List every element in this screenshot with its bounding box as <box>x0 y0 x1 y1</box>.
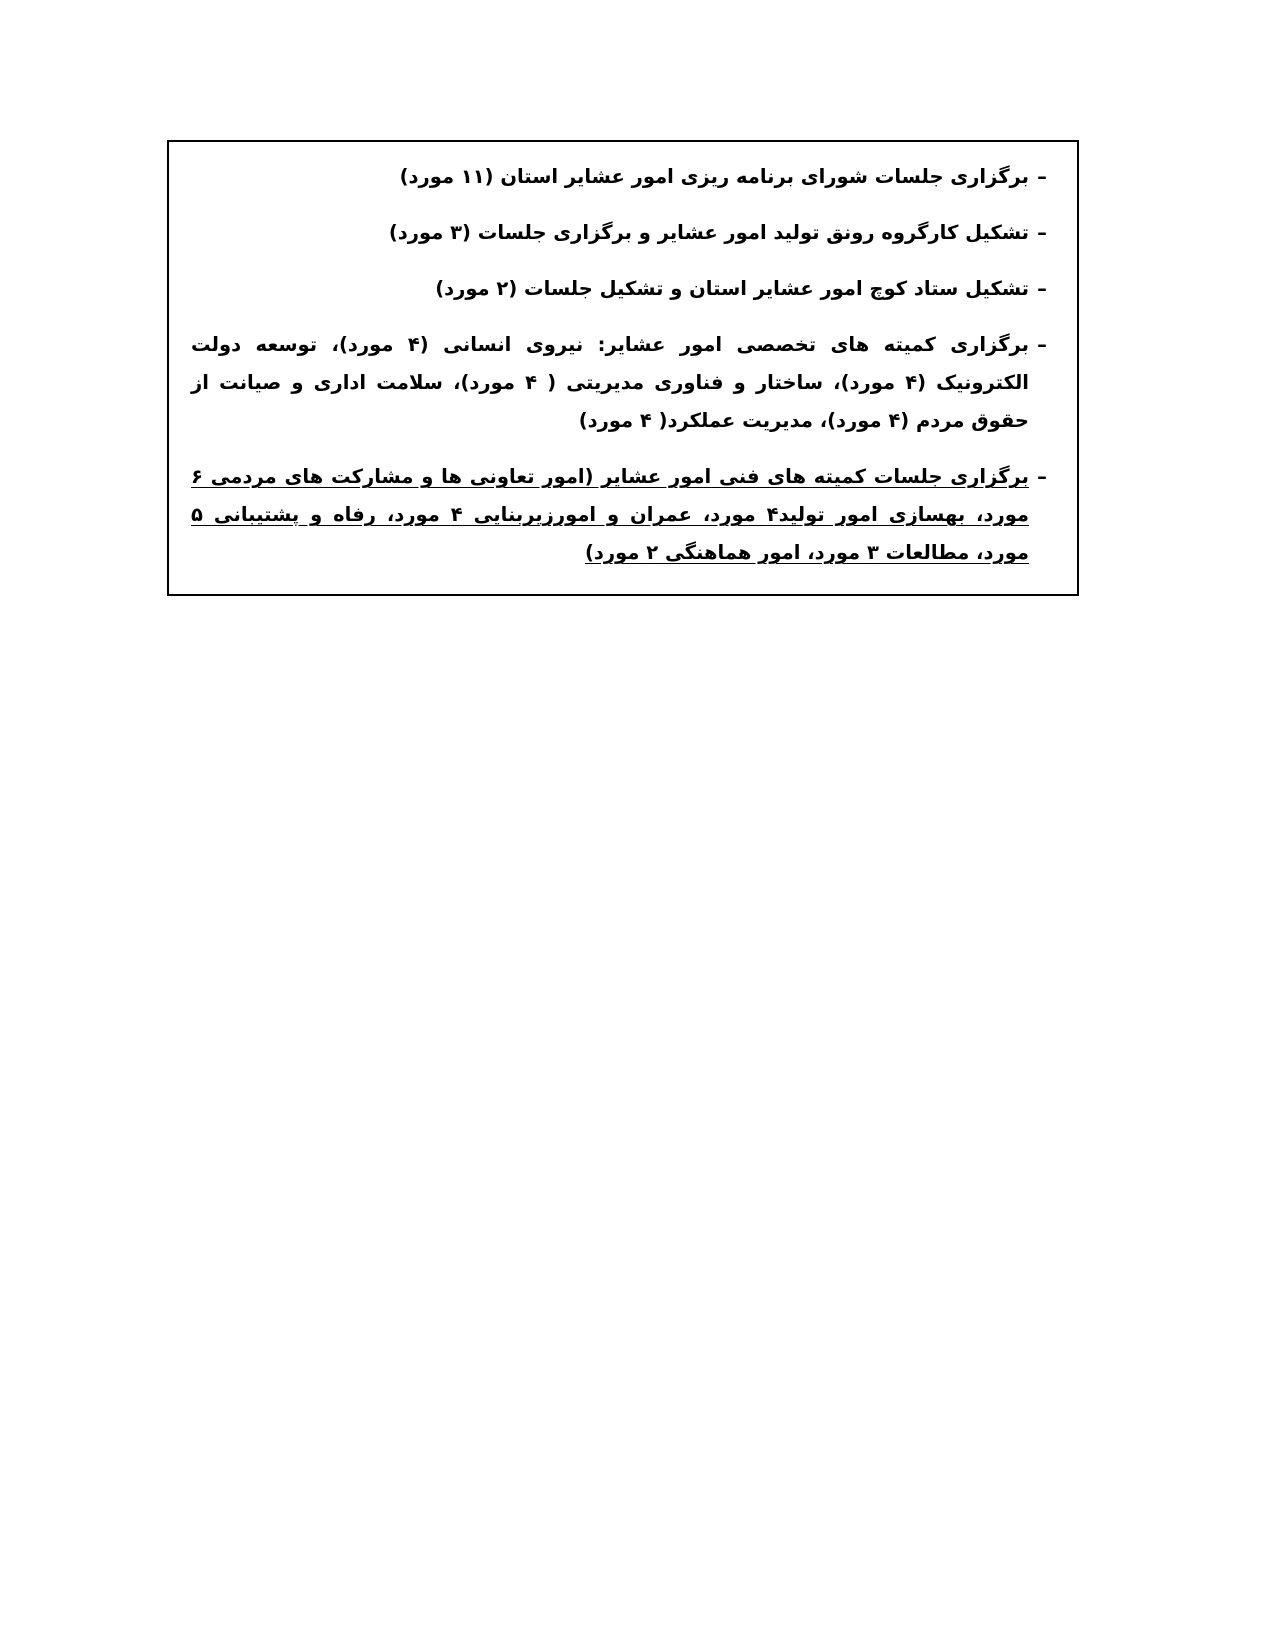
list-item <box>191 326 1055 440</box>
bullet-dash-icon: – <box>1037 465 1047 489</box>
list-item-text: تشکیل کارگروه رونق تولید امور عشایر و برگزاری جلسات (۳ مورد) <box>388 221 1029 245</box>
list-item <box>191 458 1055 572</box>
bordered-content-box <box>167 140 1079 596</box>
list-item-text: برگزاری جلسات کمیته های فنی امور عشایر (امور تعاونی ها و مشارکت های مردمی ۶ مورد، بهسازی امور تولید۴ مورد، عمران و امورزیربنایی ۴ مورد، رفاه و پشتیبانی ۵ مورد، مطالعات ۳ مورد، امور هماهنگی ۲ مورد) <box>191 465 1030 565</box>
bullet-dash-icon: – <box>1037 221 1047 245</box>
list-item <box>191 270 1055 308</box>
activity-bullet-list <box>191 158 1055 572</box>
bullet-dash-icon: – <box>1037 165 1047 188</box>
list-item <box>191 214 1055 252</box>
list-item <box>191 158 1055 196</box>
list-item-text: تشکیل ستاد کوچ امور عشایر استان و تشکیل جلسات (۲ مورد) <box>435 277 1029 301</box>
bullet-dash-icon: – <box>1037 333 1047 357</box>
bullet-dash-icon: – <box>1037 277 1047 301</box>
list-item-text: برگزاری جلسات شورای برنامه ریزی امور عشایر استان (۱۱ مورد) <box>399 165 1029 188</box>
list-item-text: برگزاری کمیته های تخصصی امور عشایر: نیروی انسانی (۴ مورد)، توسعه دولت الکترونیک (۴ مورد)، ساختار و فناوری مدیریتی ( ۴ مورد)، سلامت اداری و صیانت از حقوق مردم (۴ مورد)، مدیریت عملکرد( ۴ مورد) <box>191 333 1030 433</box>
